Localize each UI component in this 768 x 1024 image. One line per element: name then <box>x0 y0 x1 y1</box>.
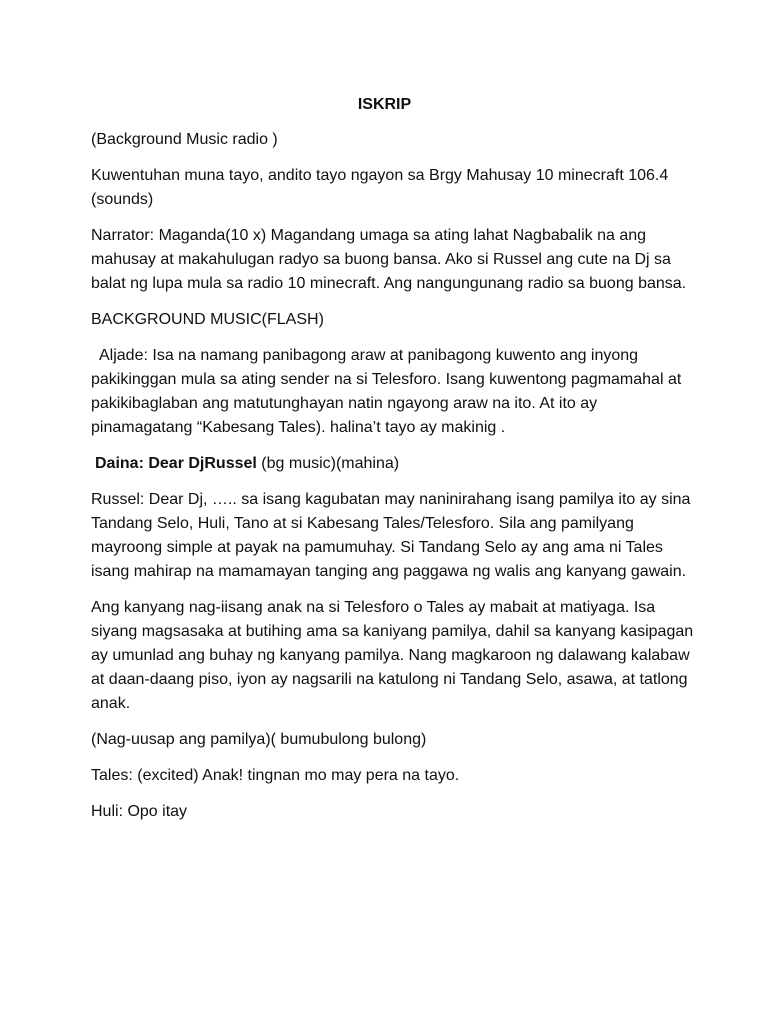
paragraph-daina <box>91 452 698 476</box>
paragraph-nag-uusap: (Nag-uusap ang pamilya)( bumubulong bulong) <box>91 731 427 748</box>
paragraph-aljade: Aljade: Isa na namang panibagong araw at panibagong kuwento ang inyong pakikinggan mula sa ating sender na si Telesforo. Isang kuwentong pagmamahal at pakikibaglaban ang matutunghayan natin ngayong araw na ito. At ito ay pinamagatang “Kabesang Tales). halina’t tayo ay makinig . <box>91 347 682 436</box>
page-title: ISKRIP <box>357 96 412 113</box>
paragraph-kuwentuhan: Kuwentuhan muna tayo, andito tayo ngayon sa Brgy Mahusay 10 minecraft 106.4 (sounds) <box>91 167 669 208</box>
daina-normal-text: (bg music)(mahina) <box>256 455 400 472</box>
paragraph-background-music: (Background Music radio ) <box>91 131 278 148</box>
paragraph-narrator: Narrator: Maganda(10 x) Magandang umaga sa ating lahat Nagbabalik na ang mahusay at makahulugan radyo sa buong bansa. Ako si Russel ang cute na Dj sa balat ng lupa mula sa radio 10 minecraft. Ang nangungunang radio sa buong bansa. <box>91 227 687 292</box>
paragraph-tales: Tales: (excited) Anak! tingnan mo may pera na tayo. <box>91 767 460 784</box>
paragraph-russel: Russel: Dear Dj, ….. sa isang kagubatan may naninirahang isang pamilya ito ay sina Tandang Selo, Huli, Tano at si Kabesang Tales/Telesforo. Sila ang pamilyang mayroong simple at payak na pamumuhay. Si Tandang Selo ay ang ama ni Tales isang mahirap na mamamayan tanging ang paggawa ng walis ang kanyang gawain. <box>91 491 691 580</box>
paragraph-background-music-flash: BACKGROUND MUSIC(FLASH) <box>91 311 324 328</box>
paragraph-huli: Huli: Opo itay <box>91 803 188 820</box>
paragraph-telesforo: Ang kanyang nag-iisang anak na si Telesforo o Tales ay mabait at matiyaga. Isa siyang magsasaka at butihing ama sa kaniyang pamilya, dahil sa kanyang kasipagan ay umunlad ang buhay ng kanyang pamilya. Nang magkaroon ng dalawang kalabaw at daan-daang piso, iyon ay nagsarili na katulong ni Tandang Selo, asawa, at tatlong anak. <box>91 599 694 712</box>
daina-bold-text: Daina: Dear DjRussel <box>95 455 257 472</box>
